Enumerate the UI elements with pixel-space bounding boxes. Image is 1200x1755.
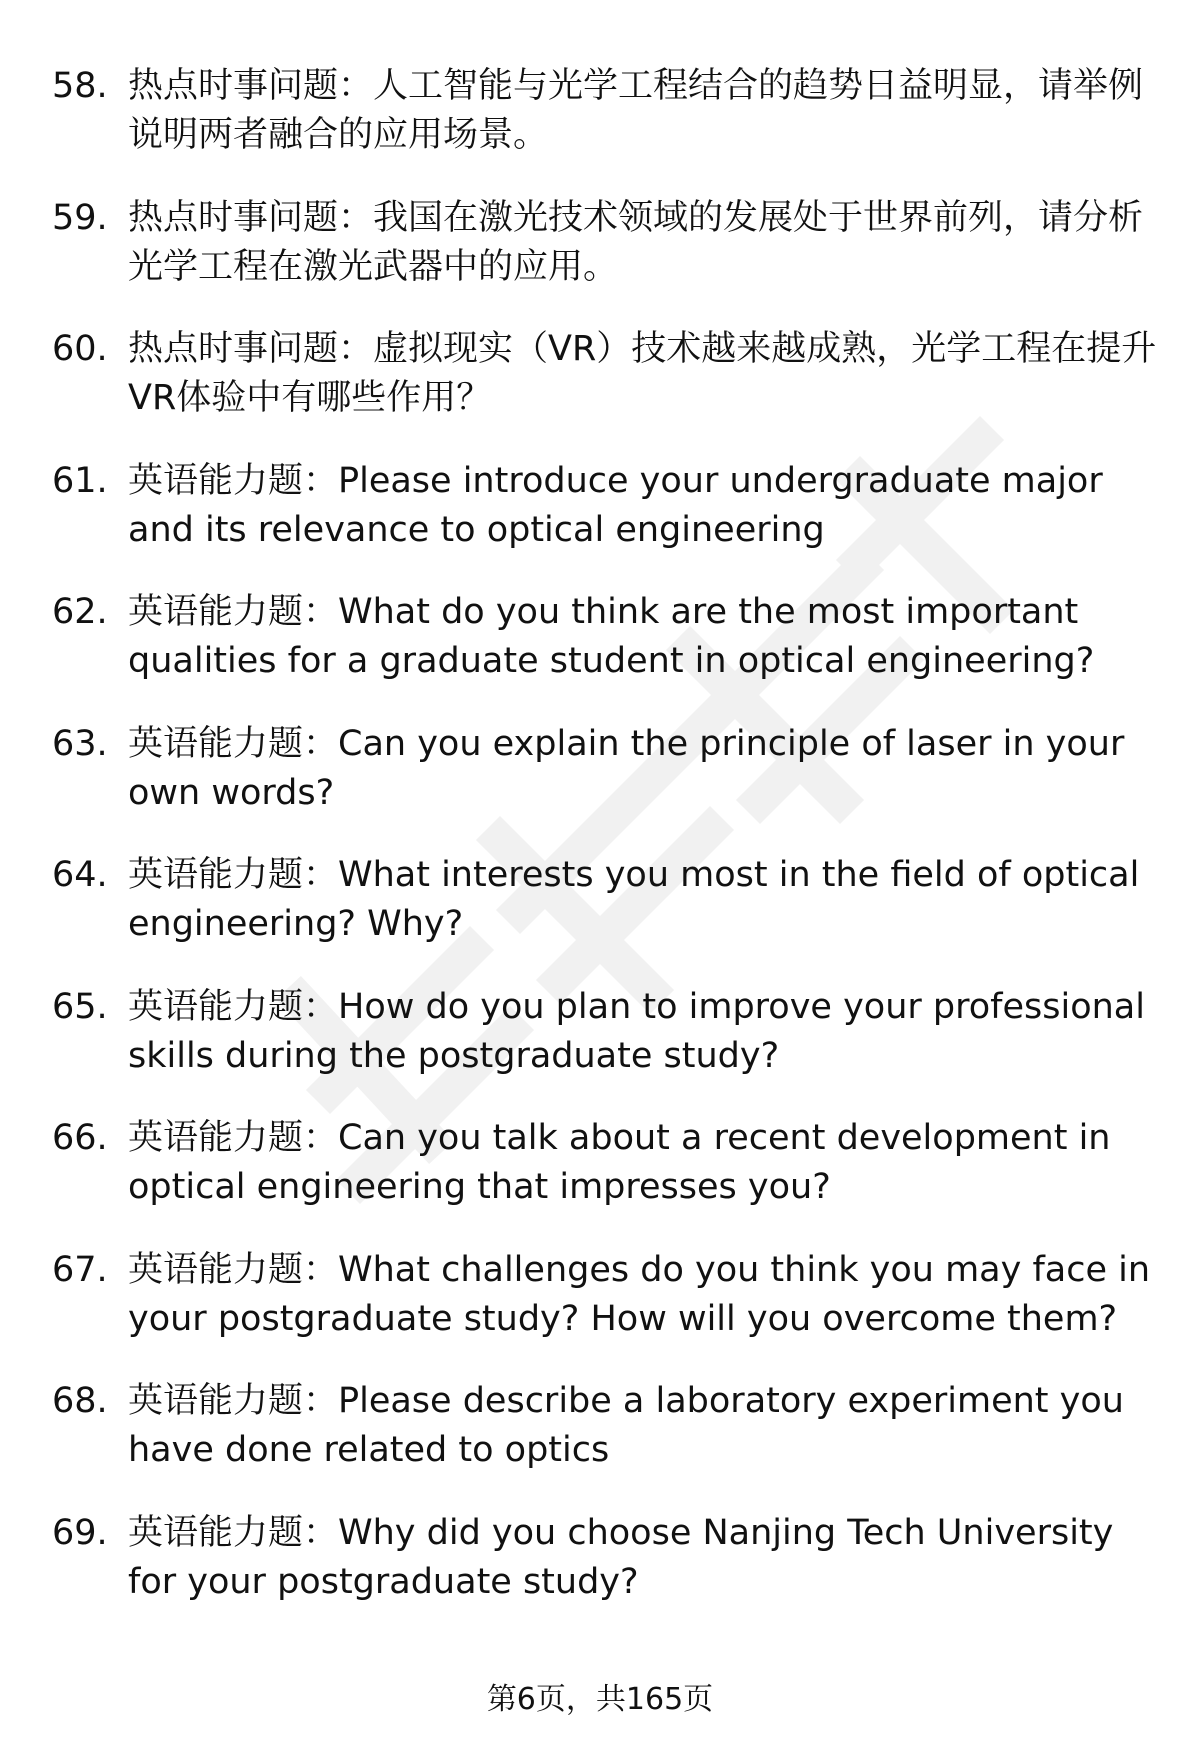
question-number: 58.	[52, 66, 108, 106]
question-number: 62.	[52, 592, 108, 632]
question-text: 英语能力题：Please describe a laboratory experiment you have done related to optics	[128, 1381, 1124, 1470]
question-text: 热点时事问题：人工智能与光学工程结合的趋势日益明显，请举例说明两者融合的应用场景。	[128, 66, 1144, 155]
question-number: 69.	[52, 1512, 108, 1553]
question-item-69	[52, 1509, 1162, 1641]
question-number: 59.	[52, 197, 108, 238]
question-number: 60.	[52, 329, 108, 369]
page-indicator: 第6页，共165页	[486, 1682, 714, 1717]
question-item-64	[52, 851, 1162, 983]
page-footer	[0, 1680, 1200, 1720]
question-text: 热点时事问题：虚拟现实（VR）技术越来越成熟，光学工程在提升VR体验中有哪些作用？	[128, 329, 1157, 418]
question-text: 英语能力题：What challenges do you think you may face in your postgraduate study? How will you overcome them?	[128, 1249, 1151, 1339]
question-text: 英语能力题：Can you talk about a recent development in optical engineering that impresses you?	[128, 1118, 1111, 1207]
question-text: 英语能力题：Why did you choose Nanjing Tech University for your postgraduate study?	[128, 1512, 1114, 1602]
question-number: 63.	[52, 723, 108, 764]
question-item-58	[52, 62, 1162, 194]
question-item-59	[52, 194, 1162, 326]
question-text: 英语能力题：Can you explain the principle of laser in your own words?	[128, 723, 1125, 813]
question-number: 65.	[52, 986, 108, 1027]
question-text: 英语能力题：Please introduce your undergraduate major and its relevance to optical engineering	[128, 460, 1103, 550]
question-list	[52, 62, 1162, 1640]
question-number: 67.	[52, 1249, 108, 1290]
question-text: 热点时事问题：我国在激光技术领域的发展处于世界前列，请分析光学工程在激光武器中的应用。	[128, 197, 1144, 287]
question-item-65	[52, 983, 1162, 1115]
question-text: 英语能力题：What do you think are the most important qualities for a graduate student in optical engineering?	[128, 592, 1095, 681]
question-item-60	[52, 325, 1162, 457]
question-item-66	[52, 1114, 1162, 1246]
question-number: 66.	[52, 1118, 108, 1158]
question-item-68	[52, 1377, 1162, 1509]
question-item-63	[52, 720, 1162, 852]
question-item-67	[52, 1246, 1162, 1378]
question-item-61	[52, 457, 1162, 589]
question-number: 68.	[52, 1381, 108, 1421]
question-item-62	[52, 588, 1162, 720]
question-number: 64.	[52, 855, 108, 895]
question-text: 英语能力题：What interests you most in the field of optical engineering? Why?	[128, 855, 1140, 944]
question-text: 英语能力题：How do you plan to improve your professional skills during the postgraduate study?	[128, 986, 1145, 1076]
question-number: 61.	[52, 460, 108, 501]
